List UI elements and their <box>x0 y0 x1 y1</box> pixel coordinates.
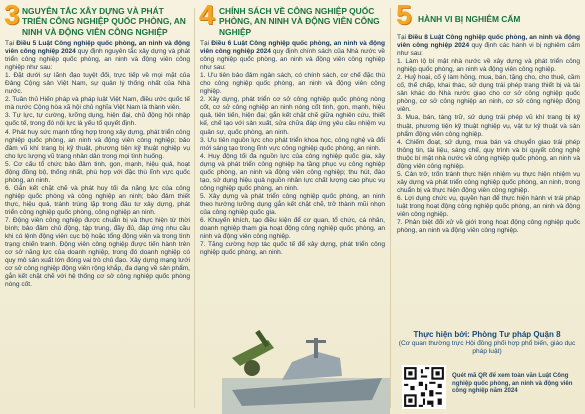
credit-block <box>393 330 581 356</box>
credit-author: Thực hiện bởi: Phòng Tư pháp Quận 8 <box>413 330 561 339</box>
section-intro: Tại Điều 8 Luật Công nghiệp quốc phòng, an ninh và động viên công nghiệp 2024 quy định các hành vi bị nghiêm cấm như sau: <box>397 34 580 58</box>
list-item: 4. Phát huy sức mạnh tổng hợp trong xây dựng, phát triển công nghiệp quốc phòng, an ninh và động viên công nghiệp; bảo đảm vũ khí trang bị kỹ thuật, phương tiện kỹ thuật nghiệp vụ cho lực lượng vũ trang nhân dân trong mọi tình huống. <box>5 128 190 160</box>
list-item: 1. Đặt dưới sự lãnh đạo tuyệt đối, trực tiếp về mọi mặt của Đảng Cộng sản Việt Nam, sự quản lý thống nhất của Nhà nước. <box>5 72 190 96</box>
section-title: NGUYÊN TẮC XÂY DỰNG VÀ PHÁT TRIỂN CÔNG NGHIỆP QUỐC PHÒNG, AN NINH VÀ ĐỘNG VIÊN CÔNG NGHIỆP <box>22 6 186 37</box>
list-item: 7. Động viên công nghiệp được chuẩn bị và thực hiện từ thời bình; bảo đảm chủ động, tập trung, đầy đủ, đáp ứng nhu cầu khi có lệnh động viên cục bộ hoặc tổng động viên và trong tình trạng chiến tranh. Động viên công nghiệp được tiến hành trên cơ sở năng lực của doanh nghiệp, trong đó doanh nghiệp có quy mô sản xuất lớn đóng vai trò chủ đạo. Xây dựng mạng lưới cơ sở công nghiệp động viên rộng khắp, đa dạng về sản phẩm, gắn kết chặt chẽ với hệ thống cơ sở công nghiệp quốc phòng nòng cốt. <box>5 217 190 289</box>
section-intro: Tại Điều 5 Luật Công nghiệp quốc phòng, an ninh và động viên công nghiệp 2024 quy định nguyên tắc xây dựng và phát triển công nghiệp quốc phòng, an ninh và động viên công nghiệp như sau: <box>5 40 190 72</box>
list-item: 5. Cản trở, trốn tránh thực hiện nhiệm vụ thực hiện nhiệm vụ xây dựng và phát triển công nghiệp quốc phòng, an ninh, trong chuẩn bị và thực hiện động viên công nghiệp. <box>397 170 580 194</box>
section-number: 3 <box>4 0 20 30</box>
list-item: 6. Khuyến khích, tạo điều kiện để cơ quan, tổ chức, cá nhân, doanh nghiệp tham gia hoạt động công nghiệp quốc phòng, an ninh và động viên công nghiệp. <box>200 217 385 241</box>
list-item: 3. Ưu tiên nguồn lực cho phát triển khoa học, công nghệ và đổi mới sáng tạo trong lĩnh vực công nghiệp quốc phòng, an ninh. <box>200 136 385 152</box>
section-number: 5 <box>396 0 412 30</box>
qr-caption: Quét mã QR để xem toàn văn Luật Công nghiệp quốc phòng, an ninh và động viên công nghiệp năm 2024 <box>452 372 573 395</box>
section-body <box>5 40 190 289</box>
list-item: 7. Phân biệt đối xử về giới trong hoạt động công nghiệp quốc phòng, an ninh và động viên công nghiệp. <box>397 219 580 235</box>
list-item: 2. Xây dựng, phát triển cơ sở công nghiệp quốc phòng nòng cốt, cơ sở công nghiệp an ninh nòng cốt tinh, gọn, mạnh, hiệu quả, tiên tiến, hiện đại; gắn kết chặt chẽ giữa nghiên cứu, thiết kế, chế tạo với sản xuất, sửa chữa đáp ứng yêu cầu nhiệm vụ quân sự, quốc phòng, an ninh. <box>200 96 385 136</box>
section-intro: Tại Điều 6 Luật Công nghiệp quốc phòng, an ninh và động viên công nghiệp 2024 quy định chính sách của Nhà nước về công nghiệp quốc phòng, an ninh và động viên công nghiệp như sau: <box>200 40 386 72</box>
list-item: 1. Làm lộ bí mật nhà nước về xây dựng và phát triển công nghiệp quốc phòng, an ninh và động viên công nghiệp. <box>397 58 580 74</box>
list-item: 6. Lợi dụng chức vụ, quyền hạn để thực hiện hành vi trái pháp luật trong hoạt động công nghiệp quốc phòng, an ninh và động viên công nghiệp. <box>397 194 580 219</box>
section-body <box>200 40 385 257</box>
list-item: 4. Huy động tối đa nguồn lực của công nghiệp quốc gia, xây dựng và phát triển công nghiệp hạ tầng phục vụ công nghiệp quốc phòng, an ninh và động viên công nghiệp; thu hút, đào tạo, sử dụng hiệu quả nguồn nhân lực chất lượng cao phục vụ công nghiệp quốc phòng, an ninh. <box>200 152 385 192</box>
credit-agency: (Cơ quan thường trực Hội đồng phối hợp phổ biến, giáo dục pháp luật) <box>398 340 576 355</box>
section-3 <box>0 0 194 414</box>
list-item: 6. Gắn kết chặt chẽ và phát huy tối đa năng lực của công nghiệp quốc phòng và công nghiệp an ninh; bảo đảm thiết thực, hiệu quả, tránh trùng lặp trong đầu tư xây dựng, phát triển công nghiệp quốc phòng, công nghiệp an ninh. <box>5 184 190 216</box>
list-item: 5. Cơ cấu tổ chức bảo đảm tinh, gọn, mạnh, hiệu quả, hoạt động đồng bộ, thống nhất, phù hợp với đặc thù lĩnh vực quốc phòng, an ninh. <box>5 160 190 184</box>
warship-illustration <box>222 318 390 414</box>
list-item: 3. Tự lực, tự cường, lưỡng dụng, hiện đại, chủ động hội nhập quốc tế, trong đó nội lực là yếu tố quyết định. <box>5 112 190 128</box>
list-item: 3. Mua, bán, tàng trữ, sử dụng trái phép vũ khí trang bị kỹ thuật, phương tiện kỹ thuật nghiệp vụ, vật tư kỹ thuật và sản phẩm động viên công nghiệp. <box>397 114 580 138</box>
qr-code[interactable] <box>402 365 446 409</box>
list-item: 2. Huỷ hoại, cố ý làm hỏng, mua, bán, tặng cho, cho thuê, cầm cố, thế chấp, khai thác, sử dụng trái phép trang thiết bị và tài sản khác do Nhà nước giao cho cơ sở công nghiệp quốc phòng, cơ sở công nghiệp an ninh, cơ sở công nghiệp động viên. <box>397 74 580 114</box>
section-title: CHÍNH SÁCH VỀ CÔNG NGHIỆP QUỐC PHÒNG, AN NINH VÀ ĐỘNG VIÊN CÔNG NGHIỆP <box>219 6 380 37</box>
list-item: 4. Chiếm đoạt, sử dụng, mua bán và chuyển giao trái phép thông tin, tài liệu, sáng chế, quy trình và bí quyết công nghệ thuộc bí mật nhà nước về công nghiệp quốc phòng, an ninh và động viên công nghiệp. <box>397 138 580 170</box>
list-item: 7. Tăng cường hợp tác quốc tế để xây dựng, phát triển công nghiệp quốc phòng, an ninh. <box>200 241 385 257</box>
list-item: 2. Tuân thủ Hiến pháp và pháp luật Việt Nam, điều ước quốc tế mà nước Cộng hòa xã hội chủ nghĩa Việt Nam là thành viên. <box>5 96 190 112</box>
section-title: HÀNH VI BỊ NGHIÊM CẤM <box>418 14 521 24</box>
section-body <box>397 34 580 235</box>
list-item: 5. Xây dựng và phát triển công nghiệp quốc phòng, an ninh theo hướng lưỡng dụng gắn kết chặt chẽ, trở thành mũi nhọn của công nghiệp quốc gia. <box>200 192 385 216</box>
section-number: 4 <box>199 0 215 30</box>
list-item: 1. Ưu tiên bảo đảm ngân sách, có chính sách, cơ chế đặc thù cho công nghiệp quốc phòng, an ninh và động viên công nghiệp. <box>200 72 385 96</box>
